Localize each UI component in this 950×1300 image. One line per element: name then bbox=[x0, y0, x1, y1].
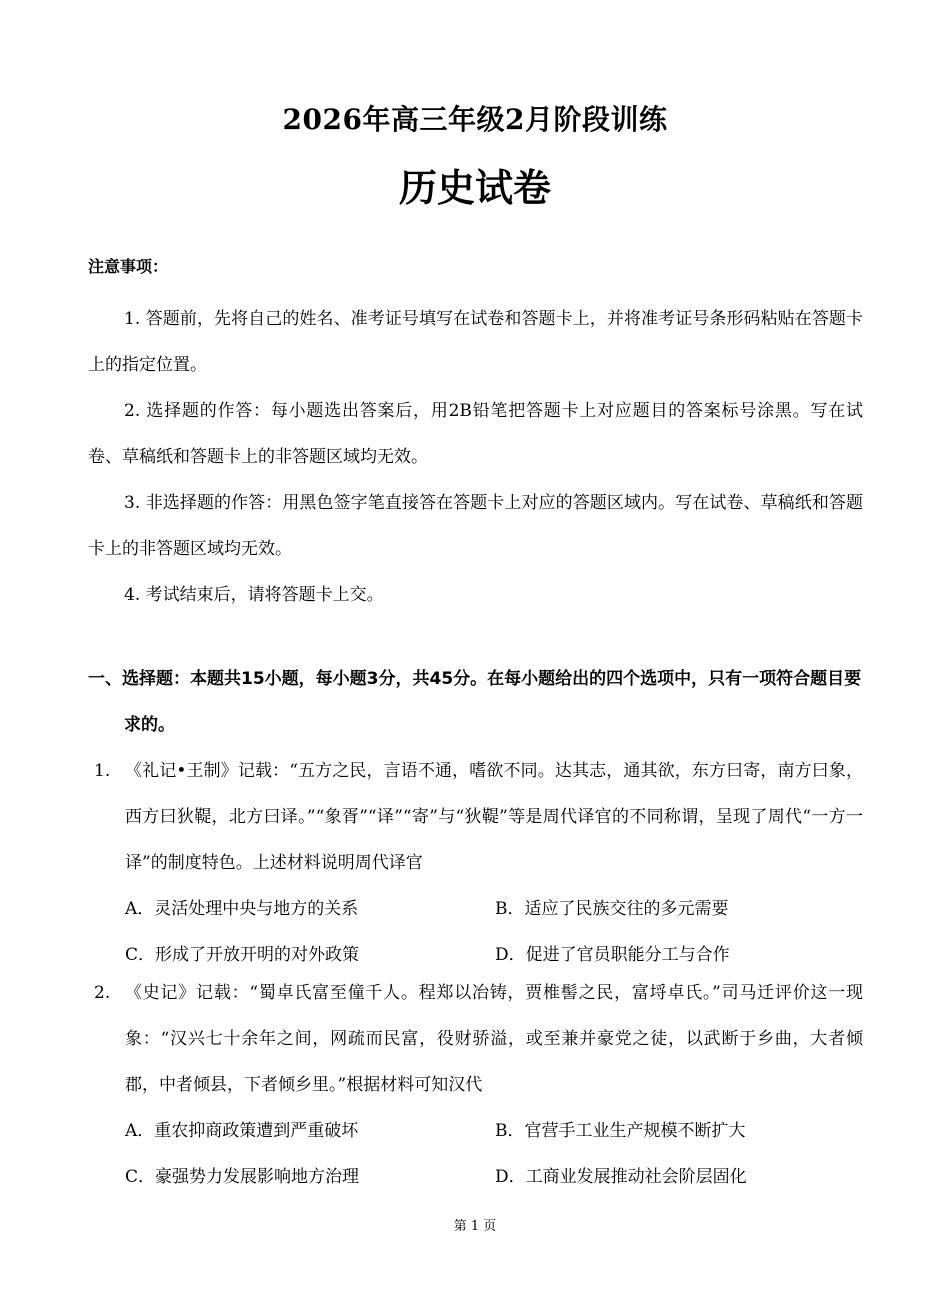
notice-heading: 注意事项： bbox=[88, 257, 169, 276]
page-number: 第 1 页 bbox=[453, 1219, 497, 1234]
question-text: 《礼记•王制》记载：“五方之民，言语不通，嗜欲不同。达其志，通其欲，东方曰寄，南方曰象，西方曰狄鞮，北方曰译。”“象胥”“译”“寄”与“狄鞮”等是周代译官的不同称谓，呈现了周代“一方一译”的制度特色。上述材料说明周代译官 bbox=[125, 761, 863, 873]
notice-list bbox=[88, 296, 863, 618]
question-number: 2. bbox=[94, 983, 111, 1003]
options-list bbox=[88, 886, 863, 978]
section-heading-choice: 一、选择题：本题共15小题，每小题3分，共45分。在每小题给出的四个选项中，只有一项符合题目要求的。 bbox=[88, 669, 862, 735]
question-2 bbox=[88, 970, 863, 1200]
options-list bbox=[88, 1108, 863, 1200]
notice-item-1: 1. 答题前，先将自己的姓名、准考证号填写在试卷和答题卡上，并将准考证号条形码粘贴在答题卡上的指定位置。 bbox=[88, 309, 863, 375]
question-1 bbox=[88, 748, 863, 978]
notice-item-3: 3. 非选择题的作答：用黑色签字笔直接答在答题卡上对应的答题区域内。写在试卷、草稿纸和答题卡上的非答题区域均无效。 bbox=[88, 493, 863, 559]
option-c: C．形成了开放开明的对外政策 bbox=[125, 945, 360, 965]
option-c: C．豪强势力发展影响地方治理 bbox=[125, 1167, 360, 1187]
question-stem bbox=[88, 970, 863, 1108]
option-b: B．适应了民族交往的多元需要 bbox=[495, 899, 729, 919]
subject-title: 历史试卷 bbox=[398, 165, 551, 210]
option-a: A．灵活处理中央与地方的关系 bbox=[125, 899, 359, 919]
notice-item-2: 2. 选择题的作答：每小题选出答案后，用2B铅笔把答题卡上对应题目的答案标号涂黑。写在试卷、草稿纸和答题卡上的非答题区域均无效。 bbox=[88, 401, 863, 467]
option-a: A．重农抑商政策遭到严重破坏 bbox=[125, 1121, 359, 1141]
option-d: D．促进了官员职能分工与合作 bbox=[495, 945, 730, 965]
question-stem bbox=[88, 748, 863, 886]
question-text: 《史记》记载：“蜀卓氏富至僮千人。程郑以冶铸，贾椎髻之民，富埒卓氏。”司马迁评价这一现象：“汉兴七十余年之间，网疏而民富，役财骄溢，或至兼并豪党之徒，以武断于乡曲，大者倾郡，中者倾县，下者倾乡里。”根据材料可知汉代 bbox=[125, 983, 863, 1095]
question-number: 1. bbox=[94, 761, 111, 781]
exam-title: 2026年高三年级2月阶段训练 bbox=[282, 103, 668, 136]
option-d: D．工商业发展推动社会阶层固化 bbox=[495, 1167, 747, 1187]
option-b: B．官营手工业生产规模不断扩大 bbox=[495, 1121, 746, 1141]
notice-item-4: 4. 考试结束后，请将答题卡上交。 bbox=[124, 585, 384, 605]
